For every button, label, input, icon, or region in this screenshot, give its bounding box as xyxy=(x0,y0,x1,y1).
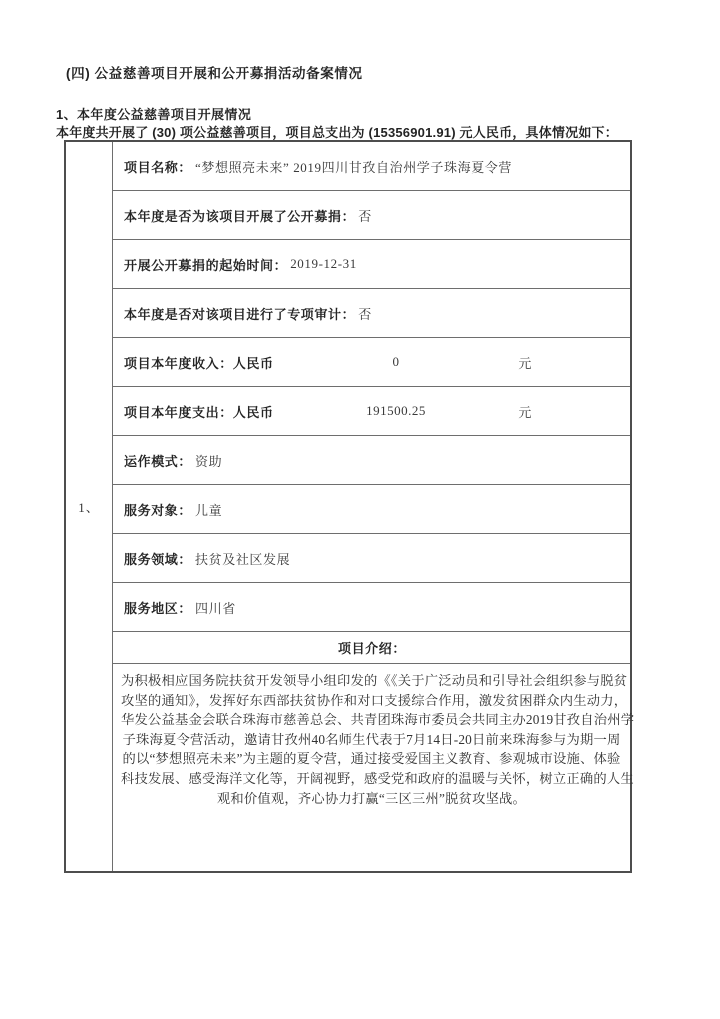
field-value: 否 xyxy=(358,306,372,322)
currency-unit: 元 xyxy=(518,404,532,420)
summary-line: 本年度共开展了 (30) 项公益慈善项目，项目总支出为 (15356901.91) 元人民币，具体情况如下： xyxy=(56,125,618,140)
row-service-target xyxy=(113,485,630,534)
field-label: 项目本年度支出：人民币 xyxy=(124,404,274,420)
row-service-area xyxy=(113,583,630,632)
field-value: 儿童 xyxy=(195,502,223,518)
intro-line: 华发公益基金会联合珠海市慈善总会、共青团珠海市委员会共同主办2019甘孜自治州学 xyxy=(121,712,635,728)
row-service-field xyxy=(113,534,630,583)
project-index-cell xyxy=(66,142,113,871)
intro-line: 观和价值观，齐心协力打赢“三区三州”脱贫攻坚战。 xyxy=(216,790,527,806)
row-fundraising-start-date xyxy=(113,240,630,289)
row-special-audit xyxy=(113,289,630,338)
intro-title: 项目介绍： xyxy=(337,641,406,656)
income-amount: 0 xyxy=(392,354,400,369)
field-label: 本年度是否为该项目开展了公开募捐： xyxy=(124,208,356,224)
row-public-fundraising xyxy=(113,191,630,240)
section-heading: (四) 公益慈善项目开展和公开募捐活动备案情况 xyxy=(66,66,363,81)
row-operation-mode xyxy=(113,436,630,485)
field-label: 运作模式： xyxy=(124,453,193,469)
field-value: 四川省 xyxy=(195,600,236,616)
row-project-name xyxy=(113,142,630,191)
project-index: 1、 xyxy=(78,500,100,515)
intro-line: 攻坚的通知》，发挥好东西部扶贫协作和对口支援综合作用，激发贫困群众内生动力， xyxy=(121,692,628,708)
intro-line: 子珠海夏令营活动，邀请甘孜州40名师生代表于7月14日-20日前来珠海参与为期一周 xyxy=(122,731,621,747)
intro-line: 的以“梦想照亮未来”为主题的夏令营，通过接受爱国主义教育、参观城市设施、体验 xyxy=(122,751,621,767)
intro-line: 科技发展、感受海洋文化等，开阔视野，感受党和政府的温暖与关怀，树立正确的人生 xyxy=(121,770,634,786)
currency-unit: 元 xyxy=(518,355,532,371)
row-intro-title xyxy=(113,632,630,664)
expense-amount: 191500.25 xyxy=(366,403,426,418)
field-label: 本年度是否对该项目进行了专项审计： xyxy=(124,306,356,322)
field-value: 扶贫及社区发展 xyxy=(195,551,291,567)
row-annual-income xyxy=(113,338,630,387)
field-label: 服务领域： xyxy=(124,551,193,567)
field-label: 项目名称： xyxy=(124,159,193,175)
subsection-heading: 1、本年度公益慈善项目开展情况 xyxy=(56,107,252,122)
field-label: 项目本年度收入：人民币 xyxy=(124,355,274,371)
row-annual-expense xyxy=(113,387,630,436)
field-label: 开展公开募捐的起始时间： xyxy=(124,257,288,273)
project-intro-paragraph xyxy=(113,664,635,871)
project-detail-rows xyxy=(113,142,635,871)
field-value: 否 xyxy=(358,208,372,224)
field-value: 资助 xyxy=(195,453,223,469)
field-label: 服务对象： xyxy=(124,502,193,518)
field-label: 服务地区： xyxy=(124,600,193,616)
field-value: 2019-12-31 xyxy=(290,256,357,271)
field-value: “梦想照亮未来” 2019四川甘孜自治州学子珠海夏令营 xyxy=(195,159,513,175)
intro-line: 为积极相应国务院扶贫开发领导小组印发的《《关于广泛动员和引导社会组织参与脱贫 xyxy=(121,673,628,688)
project-table xyxy=(64,140,635,873)
